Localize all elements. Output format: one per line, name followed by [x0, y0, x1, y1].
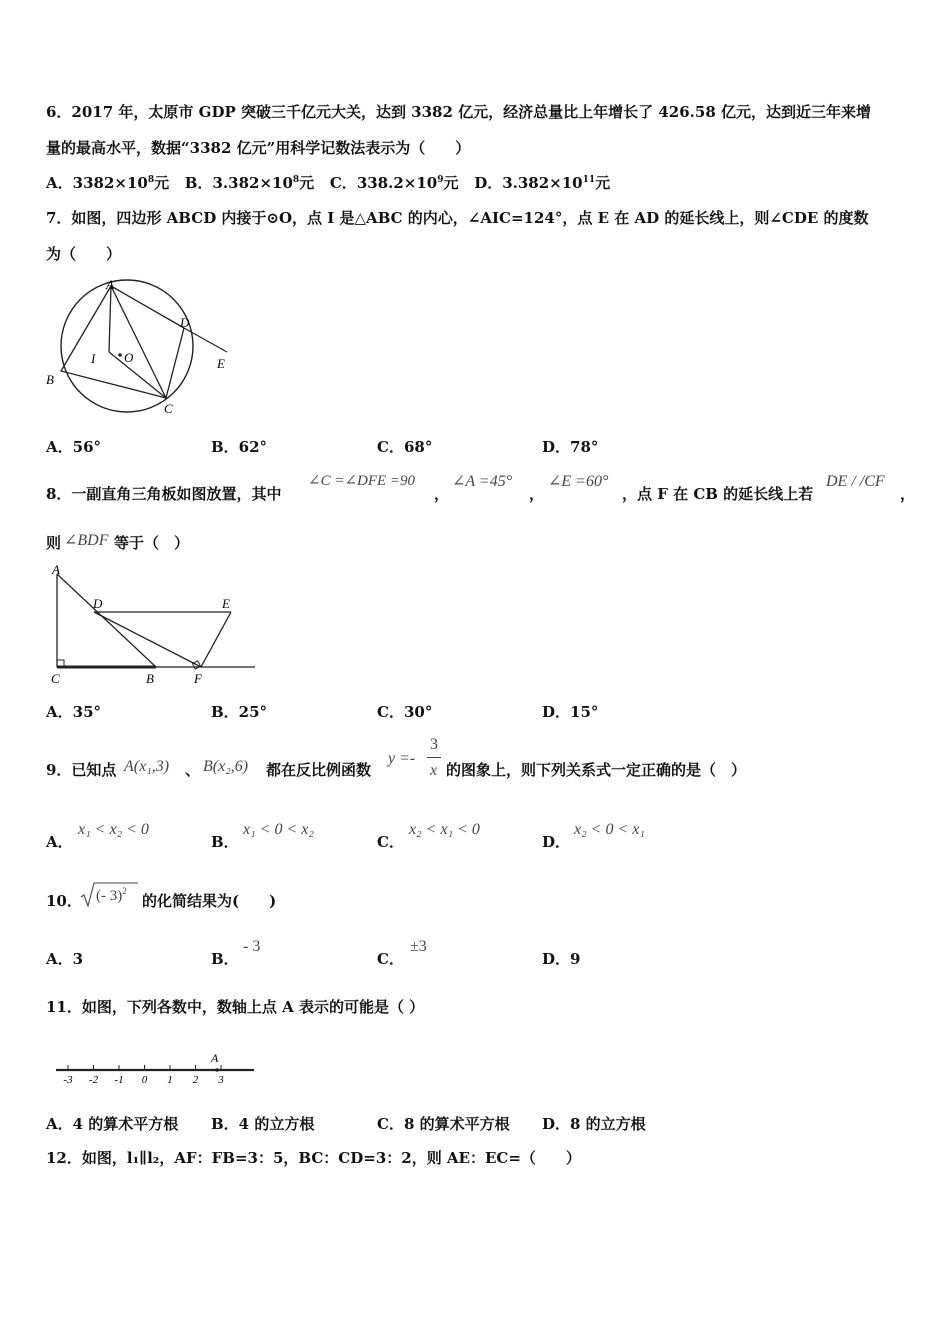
q8-math-angle-e: ∠E =60° — [548, 473, 609, 490]
q9-option-d-label[interactable]: D． — [542, 833, 571, 851]
q11-option-c[interactable]: C．8 的算术平方根 — [377, 1115, 510, 1133]
q9-func-numerator: 3 — [430, 736, 438, 753]
q8-option-c[interactable]: C．30° — [377, 703, 433, 721]
q9-stem-prefix: 9．已知点 — [46, 761, 117, 779]
q6-option-a[interactable]: A．$3382\times 10^8$元 — [46, 174, 170, 192]
segment-ef — [201, 612, 231, 667]
q10-radicand: (- 3)$^2$ — [96, 886, 127, 904]
label-d: D — [180, 315, 190, 330]
q11-option-a[interactable]: A．4 的算术平方根 — [46, 1115, 179, 1133]
q9-func-lhs: y =- — [388, 750, 416, 767]
q9-fraction-bar — [427, 757, 441, 758]
q10-option-a[interactable]: A．3 — [46, 950, 84, 968]
segment-de — [184, 328, 227, 352]
label-e: E — [217, 356, 225, 371]
tick-label: 3 — [218, 1074, 224, 1086]
q9-option-a-label[interactable]: A． — [46, 833, 73, 851]
q6-stem-line2: 量的最高水平，数据“3382 亿元”用科学记数法表示为（ ） — [46, 139, 471, 157]
q8-option-a[interactable]: A．35° — [46, 703, 102, 721]
q8-stem-mid: ，点 F 在 CB 的延长线上若 — [622, 485, 814, 503]
label-i: I — [91, 351, 96, 366]
q11-option-b[interactable]: B．4 的立方根 — [211, 1115, 315, 1133]
q8-math-angles-right: ∠C =∠DFE =90 — [308, 473, 416, 489]
q11-number-line — [56, 1050, 256, 1090]
q8-sep2: ， — [529, 485, 545, 503]
q8-option-d[interactable]: D．15° — [542, 703, 599, 721]
point-a-mark — [215, 1068, 219, 1072]
q10-prefix: 10． — [46, 892, 82, 910]
q8-figure — [44, 562, 258, 692]
q8-math-angle-a: ∠A =45° — [452, 473, 513, 490]
q7-figure — [40, 272, 240, 422]
label-b: B — [46, 372, 54, 387]
label-f: F — [194, 671, 202, 686]
label-o: O — [124, 350, 134, 365]
q6-option-d[interactable]: D．$3.382\times 10^{11}$元 — [474, 174, 611, 192]
q6-stem-line1: 6．2017 年，太原市 GDP 突破三千亿元大关，达到 3382 亿元，经济总量比上年增长了 426.58 亿元，达到近三年来增 — [46, 103, 871, 121]
tick-label: 0 — [141, 1074, 148, 1086]
label-e: E — [222, 596, 230, 611]
q8-option-b[interactable]: B．25° — [211, 703, 268, 721]
q7-option-d[interactable]: D．78° — [542, 438, 599, 456]
label-a: A — [106, 277, 114, 292]
label-c: C — [164, 401, 173, 416]
q9-option-d-expr[interactable]: x₂ < 0 < x₁ — [574, 821, 645, 838]
label-a: A — [52, 562, 60, 577]
q7-stem-line2: 为（ ） — [46, 245, 122, 263]
q9-option-c-label[interactable]: C． — [377, 833, 404, 851]
tick-label: -1 — [114, 1074, 124, 1086]
tick-label: 2 — [192, 1074, 199, 1086]
q10-suffix: 的化简结果为( ) — [142, 892, 277, 910]
q8-line2-prefix: 则 — [46, 534, 62, 552]
q6-option-b[interactable]: B．$3.382\times 10^8$元 — [184, 174, 315, 192]
q10-option-b-value[interactable]: - 3 — [243, 938, 261, 955]
segment-dc — [166, 328, 184, 398]
segment-ai — [109, 286, 111, 352]
q7-option-b[interactable]: B．62° — [211, 438, 268, 456]
q9-stem-suffix: 的图象上，则下列关系式一定正确的是（ ） — [446, 761, 747, 779]
tick-label: -2 — [88, 1074, 99, 1086]
q7-option-c[interactable]: C．68° — [377, 438, 433, 456]
q10-option-c-label[interactable]: C． — [377, 950, 404, 968]
label-d: D — [93, 596, 103, 611]
label-c: C — [51, 671, 60, 686]
segment-ab — [57, 574, 156, 667]
q12-stem: 12．如图，l₁∥l₂，AF：FB=3：5，BC：CD=3：2，则 AE：EC=（ ） — [46, 1149, 581, 1167]
q8-sep1: ， — [434, 485, 450, 503]
q8-stem-end: ， — [900, 485, 916, 503]
center-o-dot — [118, 353, 122, 357]
q9-stem-mid: 都在反比例函数 — [266, 761, 372, 779]
q8-math-parallel: DE / /CF — [826, 473, 885, 490]
q8-line2-suffix: 等于（ ） — [114, 534, 190, 552]
q9-sep: 、 — [185, 761, 201, 779]
q9-point-b: B(x₂,6) — [203, 758, 249, 775]
tick-label: 1 — [167, 1074, 173, 1086]
q9-option-b-expr[interactable]: x₁ < 0 < x₂ — [243, 821, 314, 838]
point-a-label: A — [211, 1051, 219, 1065]
q8-math-bdf: ∠BDF — [64, 532, 109, 549]
q6-option-c[interactable]: C．$338.2\times 10^9$元 — [329, 174, 459, 192]
q7-stem-line1: 7．如图，四边形 ABCD 内接于⊙O，点 I 是△ABC 的内心，∠AIC=124°，点 E 在 AD 的延长线上，则∠CDE 的度数 — [46, 209, 869, 227]
label-b: B — [146, 671, 154, 686]
q9-option-b-label[interactable]: B． — [211, 833, 239, 851]
q8-stem-prefix: 8．一副直角三角板如图放置，其中 — [46, 485, 282, 503]
q10-option-d[interactable]: D．9 — [542, 950, 581, 968]
tick-label: -3 — [63, 1074, 73, 1086]
q6-options — [46, 176, 610, 191]
q7-option-a[interactable]: A．56° — [46, 438, 102, 456]
q10-option-b-label[interactable]: B． — [211, 950, 239, 968]
q9-point-a: A(x₁,3) — [124, 758, 170, 775]
circle-o — [61, 280, 193, 412]
q10-option-c-value[interactable]: ±3 — [410, 938, 427, 955]
q9-option-a-expr[interactable]: x₁ < x₂ < 0 — [78, 821, 149, 838]
q9-option-c-expr[interactable]: x₂ < x₁ < 0 — [409, 821, 480, 838]
q9-func-denominator: x — [430, 762, 438, 779]
q11-option-d[interactable]: D．8 的立方根 — [542, 1115, 646, 1133]
q11-stem: 11．如图，下列各数中，数轴上点 A 表示的可能是（ ） — [46, 998, 425, 1016]
